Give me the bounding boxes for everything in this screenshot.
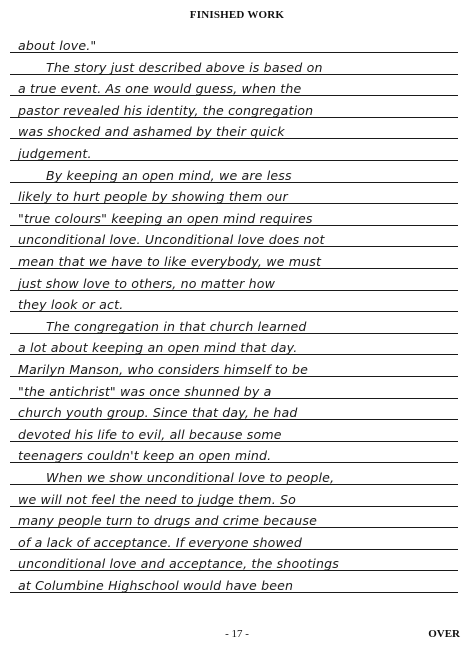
ruled-line bbox=[10, 160, 458, 161]
ruled-line bbox=[10, 203, 458, 204]
ruled-line bbox=[10, 117, 458, 118]
ruled-line bbox=[10, 225, 458, 226]
ruled-line bbox=[10, 182, 458, 183]
handwritten-line: Marilyn Manson, who considers himself to be bbox=[18, 362, 308, 377]
handwritten-line: mean that we have to like everybody, we must bbox=[18, 254, 322, 269]
handwritten-line: unconditional love and acceptance, the shootings bbox=[18, 556, 339, 572]
handwritten-line: likely to hurt people by showing them our bbox=[18, 189, 288, 205]
handwritten-line: at Columbine Highschool would have been bbox=[18, 578, 294, 593]
handwritten-line: The story just described above is based on bbox=[46, 59, 323, 75]
handwritten-line: many people turn to drugs and crime because bbox=[18, 513, 317, 529]
ruled-line bbox=[10, 74, 458, 75]
ruled-line bbox=[10, 354, 458, 355]
handwritten-line: "the antichrist" was once shunned by a bbox=[18, 383, 272, 399]
ruled-line bbox=[10, 138, 458, 139]
ruled-line bbox=[10, 95, 458, 96]
handwritten-line: By keeping an open mind, we are less bbox=[46, 167, 292, 183]
ruled-line bbox=[10, 52, 458, 53]
ruled-line bbox=[10, 290, 458, 291]
ruled-line bbox=[10, 484, 458, 485]
handwritten-line: they look or act. bbox=[18, 297, 124, 313]
handwritten-line: When we show unconditional love to people, bbox=[46, 470, 335, 485]
ruled-line bbox=[10, 462, 458, 463]
handwritten-line: pastor revealed his identity, the congregation bbox=[18, 102, 314, 118]
ruled-line bbox=[10, 376, 458, 377]
handwritten-line: a true event. As one would guess, when the bbox=[18, 81, 302, 97]
ruled-line bbox=[10, 570, 458, 571]
handwritten-line: "true colours" keeping an open mind requires bbox=[18, 210, 313, 226]
handwritten-line: of a lack of acceptance. If everyone showed bbox=[18, 534, 302, 550]
ruled-line bbox=[10, 549, 458, 550]
ruled-line bbox=[10, 398, 458, 399]
ruled-line bbox=[10, 246, 458, 247]
handwritten-line: judgement. bbox=[18, 146, 92, 161]
over-label: OVER bbox=[428, 628, 460, 640]
handwritten-line: about love." bbox=[18, 38, 97, 53]
ruled-writing-area bbox=[10, 36, 460, 601]
handwritten-line: we will not feel the need to judge them. So bbox=[18, 491, 297, 507]
ruled-line bbox=[10, 311, 458, 312]
page-title: FINISHED WORK bbox=[189, 9, 285, 21]
page-number: - 17 - bbox=[225, 628, 249, 640]
handwritten-line: unconditional love. Unconditional love does not bbox=[18, 232, 325, 248]
handwritten-line: devoted his life to evil, all because some bbox=[18, 426, 282, 442]
handwritten-line: The congregation in that church learned bbox=[46, 318, 307, 334]
ruled-line bbox=[10, 333, 458, 334]
handwritten-line: was shocked and ashamed by their quick bbox=[18, 124, 285, 140]
ruled-line bbox=[10, 441, 458, 442]
handwritten-line: just show love to others, no matter how bbox=[18, 275, 276, 291]
handwritten-line: a lot about keeping an open mind that day. bbox=[18, 340, 298, 356]
ruled-line bbox=[10, 527, 458, 528]
ruled-line bbox=[10, 268, 458, 269]
handwritten-line: teenagers couldn't keep an open mind. bbox=[18, 448, 272, 464]
ruled-line bbox=[10, 592, 458, 593]
ruled-line bbox=[10, 419, 458, 420]
ruled-line bbox=[10, 506, 458, 507]
handwritten-line: church youth group. Since that day, he had bbox=[18, 405, 298, 421]
